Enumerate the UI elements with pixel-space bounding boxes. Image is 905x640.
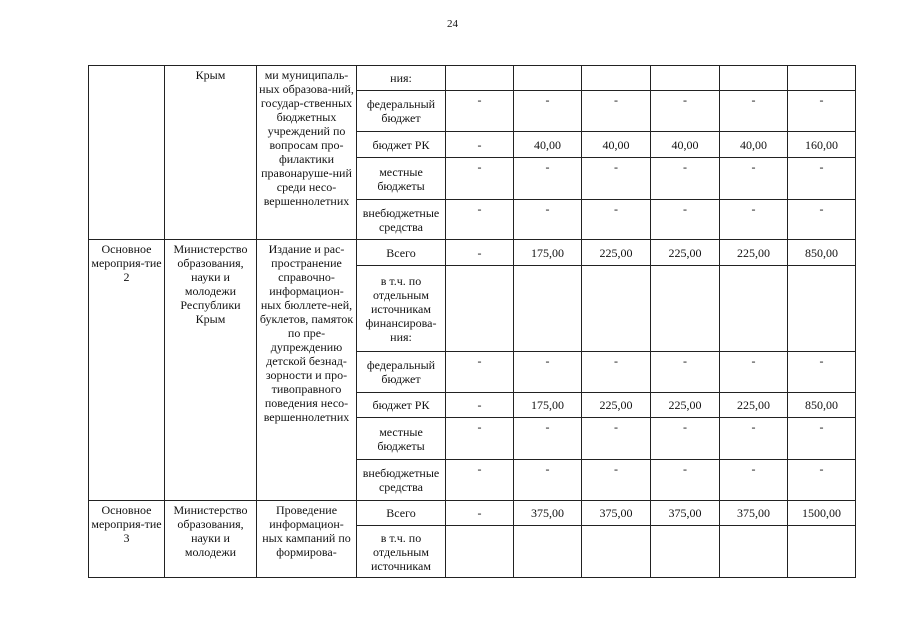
table-row: [89, 240, 856, 266]
cell-value: -: [446, 352, 514, 393]
cell-value: -: [446, 240, 514, 266]
cell-value: 40,00: [651, 132, 720, 158]
cell-source: ния:: [357, 66, 446, 91]
cell-value: -: [446, 393, 514, 418]
cell-source: бюджет РК: [357, 393, 446, 418]
cell-value: 375,00: [514, 501, 582, 526]
cell-event: [89, 66, 165, 240]
cell-value: -: [651, 418, 720, 460]
cell-source: в т.ч. по отдельным источникам финансирова-ния:: [357, 266, 446, 352]
cell-value: -: [446, 200, 514, 240]
cell-executor: Министерство образования, науки и молодежи: [165, 501, 257, 578]
cell-value: -: [788, 158, 856, 200]
cell-value: -: [788, 200, 856, 240]
cell-value: -: [651, 460, 720, 501]
cell-value: [514, 266, 582, 352]
table-row: [89, 501, 856, 526]
cell-value: [446, 526, 514, 578]
cell-value: -: [651, 91, 720, 132]
cell-value: [651, 66, 720, 91]
cell-source: бюджет РК: [357, 132, 446, 158]
cell-value: [582, 266, 651, 352]
cell-source: Всего: [357, 240, 446, 266]
cell-value: -: [720, 352, 788, 393]
cell-source: в т.ч. по отдельным источникам: [357, 526, 446, 578]
page-number: 24: [447, 18, 458, 30]
cell-value: 225,00: [651, 240, 720, 266]
cell-value: -: [582, 460, 651, 501]
cell-value: -: [514, 460, 582, 501]
cell-source: внебюджетные средства: [357, 460, 446, 501]
cell-source: внебюджетные средства: [357, 200, 446, 240]
cell-value: [788, 266, 856, 352]
cell-value: 1500,00: [788, 501, 856, 526]
cell-value: [651, 526, 720, 578]
cell-value: -: [788, 460, 856, 501]
cell-value: -: [720, 91, 788, 132]
budget-table: [88, 65, 856, 578]
cell-value: [651, 266, 720, 352]
cell-value: 375,00: [651, 501, 720, 526]
cell-value: -: [514, 158, 582, 200]
cell-value: 40,00: [720, 132, 788, 158]
cell-value: [788, 526, 856, 578]
cell-value: [582, 526, 651, 578]
cell-executor: Министерство образования, науки и молодежи Республики Крым: [165, 240, 257, 501]
cell-value: [720, 66, 788, 91]
table-row: [89, 66, 856, 91]
cell-description: Издание и рас-пространение справочно-информацион-ных бюллете-ней, буклетов, памяток по пре-дупреждению детской безнад-зорности и про-тивоправного поведения несо-вершеннолетних: [257, 240, 357, 501]
cell-value: [514, 66, 582, 91]
cell-value: -: [720, 460, 788, 501]
cell-value: -: [446, 132, 514, 158]
cell-value: 40,00: [582, 132, 651, 158]
cell-value: 850,00: [788, 240, 856, 266]
cell-value: -: [720, 200, 788, 240]
cell-value: 375,00: [582, 501, 651, 526]
cell-value: -: [582, 352, 651, 393]
cell-value: -: [582, 91, 651, 132]
cell-description: Проведение информацион-ных кампаний по формирова-: [257, 501, 357, 578]
cell-event: Основное мероприя-тие 3: [89, 501, 165, 578]
cell-value: 160,00: [788, 132, 856, 158]
cell-value: 225,00: [582, 240, 651, 266]
cell-value: 175,00: [514, 240, 582, 266]
cell-value: 850,00: [788, 393, 856, 418]
cell-value: [446, 266, 514, 352]
cell-source: местные бюджеты: [357, 418, 446, 460]
cell-value: -: [446, 460, 514, 501]
cell-value: -: [788, 352, 856, 393]
cell-value: -: [788, 418, 856, 460]
cell-value: 225,00: [720, 393, 788, 418]
cell-value: -: [514, 418, 582, 460]
cell-description: ми муниципаль-ных образова-ний, государ-ственных бюджетных учреждений по вопросам про-филактики правонаруше-ний среди несо-вершеннолетних: [257, 66, 357, 240]
cell-value: [720, 266, 788, 352]
cell-event: Основное мероприя-тие 2: [89, 240, 165, 501]
cell-value: -: [446, 418, 514, 460]
cell-value: -: [651, 158, 720, 200]
cell-value: -: [446, 91, 514, 132]
cell-value: -: [651, 352, 720, 393]
cell-value: [720, 526, 788, 578]
cell-value: -: [514, 200, 582, 240]
cell-value: -: [514, 352, 582, 393]
cell-value: 225,00: [720, 240, 788, 266]
cell-value: -: [582, 200, 651, 240]
cell-value: 225,00: [582, 393, 651, 418]
cell-value: [582, 66, 651, 91]
cell-value: -: [651, 200, 720, 240]
cell-value: [446, 66, 514, 91]
cell-source: местные бюджеты: [357, 158, 446, 200]
cell-value: -: [720, 418, 788, 460]
cell-value: -: [720, 158, 788, 200]
cell-executor: Крым: [165, 66, 257, 240]
cell-value: -: [446, 501, 514, 526]
cell-value: [514, 526, 582, 578]
cell-value: 175,00: [514, 393, 582, 418]
cell-value: [788, 66, 856, 91]
cell-value: 225,00: [651, 393, 720, 418]
cell-source: федеральный бюджет: [357, 352, 446, 393]
cell-value: -: [446, 158, 514, 200]
cell-value: -: [582, 418, 651, 460]
cell-value: 40,00: [514, 132, 582, 158]
cell-value: -: [582, 158, 651, 200]
cell-value: 375,00: [720, 501, 788, 526]
cell-value: -: [514, 91, 582, 132]
cell-source: Всего: [357, 501, 446, 526]
cell-source: федеральный бюджет: [357, 91, 446, 132]
cell-value: -: [788, 91, 856, 132]
